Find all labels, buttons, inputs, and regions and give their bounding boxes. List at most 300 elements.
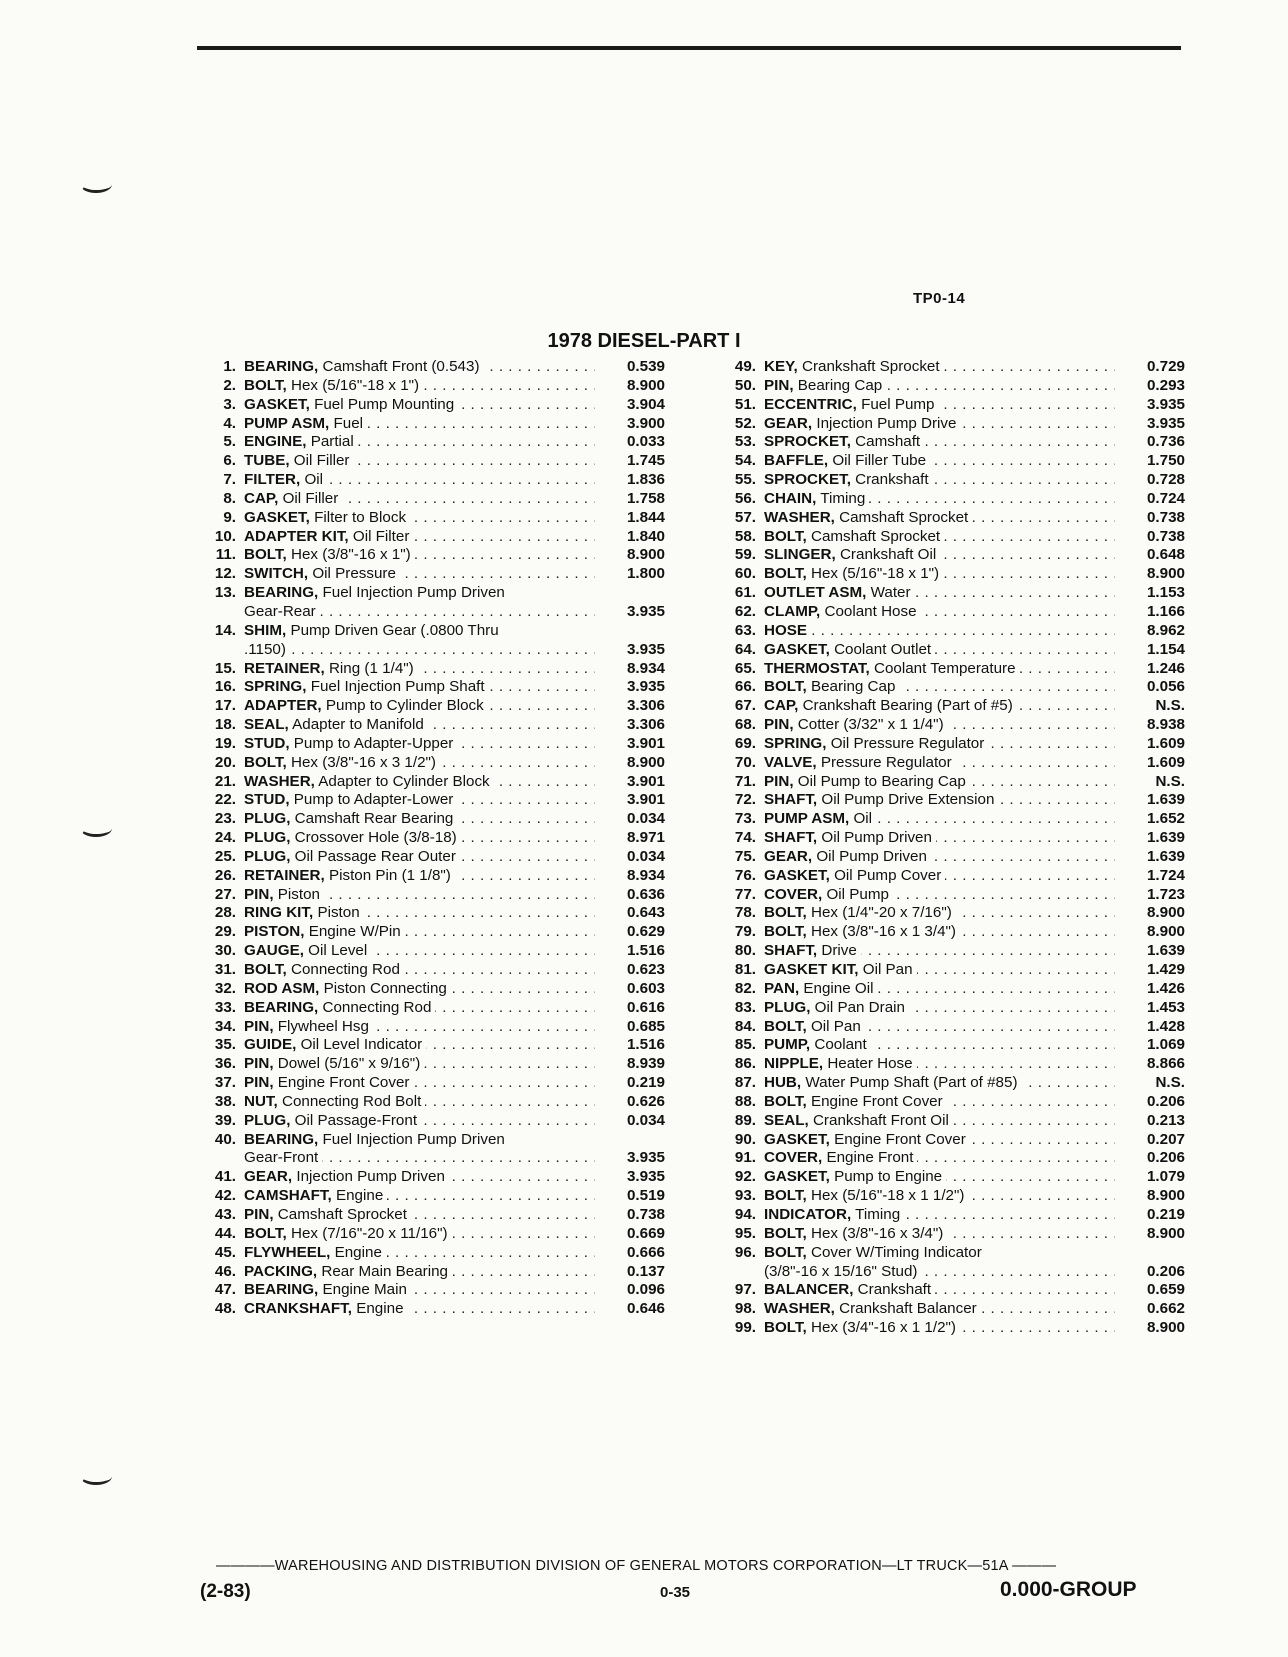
item-description-text: [764, 509, 972, 526]
part-group-number: 0.096: [626, 1281, 665, 1299]
item-description: [244, 1281, 595, 1300]
item-noun: BOLT,: [764, 1187, 807, 1205]
item-number: 67.: [734, 697, 756, 715]
item-number: 53.: [734, 433, 756, 451]
item-number: 5.: [223, 433, 236, 451]
item-detail: Bearing Cap: [797, 376, 883, 394]
item-description: [764, 961, 1115, 980]
parts-list-row: [190, 867, 665, 886]
item-number: 29.: [214, 923, 236, 941]
parts-list-row: [710, 546, 1185, 565]
parts-list-row: [710, 660, 1185, 679]
item-description-text: [764, 528, 944, 545]
item-description-text: [244, 1112, 421, 1129]
item-detail: Fuel Injection Pump Shaft: [310, 678, 485, 696]
item-description: [764, 1131, 1115, 1150]
item-number: 47.: [214, 1281, 236, 1299]
part-group-number: 8.900: [1146, 1319, 1185, 1337]
item-description: [764, 565, 1115, 584]
part-group-number: 0.206: [1146, 1149, 1185, 1167]
item-description-text: [244, 1093, 425, 1110]
item-description-text: [244, 603, 320, 620]
item-number: 22.: [214, 791, 236, 809]
part-group-number: 0.034: [626, 847, 665, 865]
item-description-text: [764, 1093, 947, 1110]
item-noun: SPROCKET,: [764, 433, 851, 451]
item-detail: Oil Filler: [293, 452, 350, 470]
item-description: [244, 829, 595, 848]
item-noun: BALANCER,: [764, 1281, 854, 1299]
item-description: [764, 415, 1115, 434]
item-number: 15.: [214, 659, 236, 677]
item-number: 36.: [214, 1055, 236, 1073]
item-noun: BOLT,: [244, 753, 287, 771]
part-group-number: 0.616: [626, 998, 665, 1016]
item-description: [764, 396, 1115, 415]
parts-list-row: [190, 716, 665, 735]
item-description: [764, 1036, 1115, 1055]
parts-list-row: [190, 641, 665, 660]
item-detail: Oil Filter: [352, 527, 410, 545]
item-noun: BAFFLE,: [764, 452, 829, 470]
item-description-text: [764, 697, 1017, 714]
item-detail: Pump to Engine: [834, 1168, 943, 1186]
parts-list-row: [710, 1149, 1185, 1168]
part-group-number: 3.904: [626, 395, 665, 413]
item-noun: HOSE: [764, 621, 808, 639]
item-description-text: [244, 754, 440, 771]
item-number: 30.: [214, 942, 236, 960]
item-noun: PLUG,: [764, 998, 811, 1016]
item-detail: Fuel Pump Mounting: [314, 395, 455, 413]
item-description: [244, 942, 595, 961]
item-noun: KEY,: [764, 358, 798, 375]
parts-list-row: [190, 678, 665, 697]
item-description: [244, 716, 595, 735]
parts-list-row: [190, 810, 665, 829]
item-detail: Filter to Block: [314, 508, 407, 526]
item-description: [244, 377, 595, 396]
parts-list-row: [190, 961, 665, 980]
item-detail: Camshaft Sprocket: [839, 508, 969, 526]
item-detail: Adapter to Cylinder Block: [318, 772, 490, 790]
item-description-text: [244, 358, 484, 375]
part-group-number: 0.034: [626, 1111, 665, 1129]
item-description: [244, 622, 595, 641]
item-description-text: [764, 1244, 986, 1261]
part-group-number: 8.900: [1146, 923, 1185, 941]
item-description: [244, 1074, 595, 1093]
parts-list-row: [710, 999, 1185, 1018]
item-noun: BOLT,: [764, 565, 807, 583]
item-description-text: [244, 1055, 424, 1072]
item-description: [764, 735, 1115, 754]
item-number: 28.: [214, 904, 236, 922]
item-noun: COVER,: [764, 885, 823, 903]
item-description: [244, 1149, 595, 1168]
part-group-number: 0.728: [1146, 471, 1185, 489]
parts-list-row: [190, 1093, 665, 1112]
item-noun: FLYWHEEL,: [244, 1243, 331, 1261]
item-noun: SHAFT,: [764, 829, 818, 847]
part-group-number: 0.738: [1146, 527, 1185, 545]
part-group-number: 0.603: [626, 979, 665, 997]
item-detail: Crankshaft: [857, 1281, 932, 1299]
parts-list-row: [710, 697, 1185, 716]
item-number: 66.: [734, 678, 756, 696]
parts-list-row: [710, 773, 1185, 792]
parts-list-row: [710, 886, 1185, 905]
item-number: 7.: [223, 471, 236, 489]
item-description: [244, 546, 595, 565]
item-description-text: [244, 678, 489, 695]
item-description-text: [764, 1263, 921, 1280]
item-number: 23.: [214, 810, 236, 828]
parts-list-row: [190, 697, 665, 716]
item-description: [244, 1263, 595, 1282]
item-detail: Fuel: [333, 414, 364, 432]
parts-list-row: [190, 848, 665, 867]
item-number: 44.: [214, 1224, 236, 1242]
part-group-number: 8.900: [1146, 565, 1185, 583]
item-noun: SWITCH,: [244, 565, 309, 583]
item-description-text: [244, 829, 461, 846]
item-number: 8.: [223, 489, 236, 507]
item-noun: CLAMP,: [764, 602, 821, 620]
item-noun: SPROCKET,: [764, 471, 851, 489]
part-group-number: N.S.: [1155, 697, 1185, 715]
item-detail: Dowel (5/16" x 9/16"): [277, 1055, 421, 1073]
parts-list-row: [190, 1281, 665, 1300]
item-detail: Crossover Hole (3/8-18): [294, 829, 457, 847]
item-detail: Injection Pump Drive: [816, 414, 957, 432]
parts-list-row: [710, 810, 1185, 829]
item-noun: PUMP ASM,: [764, 810, 850, 828]
item-detail: Oil Pan: [810, 1017, 861, 1035]
item-detail: Engine W/Pin: [308, 923, 401, 941]
item-description: [244, 471, 595, 490]
item-description-text: [244, 735, 457, 752]
item-detail: Camshaft Sprocket: [277, 1205, 407, 1223]
item-description: [764, 490, 1115, 509]
parts-list-row: [190, 1168, 665, 1187]
item-description: [244, 584, 595, 603]
item-description-text: [244, 1018, 373, 1035]
item-description-text: [764, 1168, 946, 1185]
item-description-text: [244, 1206, 411, 1223]
item-noun: BOLT,: [764, 1092, 807, 1110]
item-noun: PUMP ASM,: [244, 414, 330, 432]
item-description-text: [244, 1131, 509, 1148]
item-noun: GASKET,: [244, 508, 310, 526]
item-description-text: [244, 923, 405, 940]
parts-list-row: [190, 546, 665, 565]
part-group-number: 1.166: [1146, 602, 1185, 620]
part-group-number: 1.516: [626, 942, 665, 960]
item-description: [764, 1149, 1115, 1168]
item-description-text: [764, 942, 861, 959]
part-group-number: 8.962: [1146, 621, 1185, 639]
parts-list-row: [190, 1055, 665, 1074]
item-noun: ROD ASM,: [244, 979, 320, 997]
part-group-number: 0.206: [1146, 1262, 1185, 1280]
parts-list-row: [190, 509, 665, 528]
item-number: 73.: [734, 810, 756, 828]
item-detail: Piston: [317, 904, 360, 922]
item-description-text: [244, 509, 410, 526]
item-number: 20.: [214, 753, 236, 771]
item-description-text: [764, 810, 876, 827]
item-description-text: [764, 773, 970, 790]
item-description: [244, 1244, 595, 1263]
item-description: [764, 509, 1115, 528]
item-description-text: [244, 622, 503, 639]
item-detail: Oil Pressure Regulator: [830, 734, 985, 752]
item-noun: STUD,: [244, 791, 290, 809]
parts-list-row: [710, 1281, 1185, 1300]
item-description-text: [764, 546, 940, 563]
item-number: 55.: [734, 471, 756, 489]
item-description: [244, 810, 595, 829]
item-description: [764, 754, 1115, 773]
item-description-text: [764, 735, 988, 752]
footer-page-number: 0-35: [660, 1584, 691, 1601]
item-detail: Cotter (3/32" x 1 1/4"): [797, 716, 944, 734]
item-number: 83.: [734, 998, 756, 1016]
parts-list-row: [710, 980, 1185, 999]
item-detail: Connecting Rod Bolt: [281, 1092, 422, 1110]
item-description: [764, 999, 1115, 1018]
parts-list-row: [190, 1018, 665, 1037]
item-noun: PACKING,: [244, 1262, 318, 1280]
item-number: 85.: [734, 1036, 756, 1054]
item-detail: Oil Pump: [826, 885, 889, 903]
parts-list-row: [190, 1036, 665, 1055]
item-detail: Oil Pump Cover: [834, 866, 942, 884]
item-description: [764, 622, 1115, 641]
parts-list-left: [190, 358, 665, 1319]
item-number: 87.: [734, 1074, 756, 1092]
parts-list-row: [710, 452, 1185, 471]
item-description-text: [764, 791, 998, 808]
item-number: 37.: [214, 1074, 236, 1092]
item-description: [764, 471, 1115, 490]
item-description: [244, 697, 595, 716]
item-noun: NUT,: [244, 1092, 278, 1110]
parts-list-row: [190, 923, 665, 942]
item-description-text: [764, 584, 915, 601]
item-number: 38.: [214, 1092, 236, 1110]
item-description-text: [764, 1206, 904, 1223]
item-detail: Injection Pump Driven: [296, 1168, 445, 1186]
item-number: 93.: [734, 1187, 756, 1205]
binder-hole-mark: [80, 1468, 112, 1485]
part-group-number: 3.901: [626, 791, 665, 809]
part-group-number: 0.206: [1146, 1092, 1185, 1110]
item-description: [764, 1074, 1115, 1093]
item-number: 80.: [734, 942, 756, 960]
item-description-text: [764, 1018, 865, 1035]
item-number: 88.: [734, 1092, 756, 1110]
part-group-number: 8.866: [1146, 1055, 1185, 1073]
part-group-number: 0.519: [626, 1187, 665, 1205]
item-description: [244, 490, 595, 509]
item-detail: Engine Oil: [803, 979, 874, 997]
item-noun: ADAPTER,: [244, 697, 322, 715]
item-detail: Coolant Outlet: [834, 640, 932, 658]
item-detail: Piston Pin (1 1/8"): [328, 866, 451, 884]
item-noun: BEARING,: [244, 358, 319, 375]
item-number: 21.: [214, 772, 236, 790]
item-description-text: [764, 622, 811, 639]
item-description-text: [764, 1131, 970, 1148]
item-detail: Fuel Injection Pump Driven: [322, 1130, 505, 1148]
item-detail: Oil Passage Rear Outer: [294, 847, 456, 865]
footer-date: (2-83): [200, 1581, 251, 1602]
item-description-text: [764, 1112, 953, 1129]
part-group-number: 0.738: [626, 1205, 665, 1223]
item-description: [244, 923, 595, 942]
item-description-text: [764, 999, 909, 1016]
item-description-text: [244, 791, 457, 808]
item-description-text: [764, 904, 956, 921]
item-number: 68.: [734, 716, 756, 734]
item-noun: PIN,: [244, 1055, 274, 1073]
item-number: 18.: [214, 716, 236, 734]
item-detail: Heater Hose: [827, 1055, 913, 1073]
item-description: [764, 829, 1115, 848]
item-description-text: [244, 433, 358, 450]
parts-list-row: [190, 735, 665, 754]
parts-list-row: [710, 942, 1185, 961]
item-number: 65.: [734, 659, 756, 677]
item-number: 33.: [214, 998, 236, 1016]
item-noun: CAP,: [764, 697, 799, 715]
item-noun: BOLT,: [764, 1319, 807, 1337]
parts-list-row: [710, 490, 1185, 509]
parts-list-row: [710, 1319, 1185, 1338]
parts-list-row: [190, 904, 665, 923]
item-detail: Timing: [855, 1205, 901, 1223]
item-detail: Oil Passage-Front: [294, 1111, 418, 1129]
part-group-number: 1.639: [1146, 942, 1185, 960]
item-description-text: [244, 904, 364, 921]
item-detail: Hex (7/16"-20 x 11/16"): [290, 1224, 448, 1242]
item-description-text: [244, 471, 327, 488]
item-description: [244, 641, 595, 660]
part-group-number: 0.729: [1146, 358, 1185, 375]
item-noun: ENGINE,: [244, 433, 307, 451]
part-group-number: 3.935: [1146, 395, 1185, 413]
part-group-number: 8.900: [1146, 904, 1185, 922]
item-description-text: [764, 1055, 917, 1072]
item-detail: Hex (3/8"-16 x 3/4"): [810, 1224, 944, 1242]
item-number: 4.: [223, 414, 236, 432]
item-detail: Oil Filler Tube: [832, 452, 927, 470]
item-number: 91.: [734, 1149, 756, 1167]
item-description: [244, 773, 595, 792]
item-number: 94.: [734, 1205, 756, 1223]
item-number: 13.: [214, 584, 236, 602]
part-group-number: 3.901: [626, 734, 665, 752]
item-description: [764, 716, 1115, 735]
parts-list-row: [190, 396, 665, 415]
item-number: 56.: [734, 489, 756, 507]
item-noun: PIN,: [244, 885, 274, 903]
parts-list-row: [710, 1225, 1185, 1244]
item-noun: RETAINER,: [244, 866, 325, 884]
item-number: 81.: [734, 961, 756, 978]
part-group-number: 1.639: [1146, 829, 1185, 847]
part-group-number: 1.836: [626, 471, 665, 489]
item-detail: Rear Main Bearing: [321, 1262, 448, 1280]
item-description-text: [244, 528, 413, 545]
item-detail: Piston: [277, 885, 320, 903]
part-group-number: 0.669: [626, 1224, 665, 1242]
item-detail: Oil Pump Driven: [821, 829, 932, 847]
item-noun: GASKET,: [764, 866, 830, 884]
parts-list-row: [710, 641, 1185, 660]
item-description: [764, 1168, 1115, 1187]
item-number: 97.: [734, 1281, 756, 1299]
item-number: 74.: [734, 829, 756, 847]
item-description: [244, 452, 595, 471]
item-detail: .1150): [244, 640, 286, 658]
item-description-text: [244, 1187, 387, 1204]
part-group-number: 8.939: [626, 1055, 665, 1073]
item-number: 95.: [734, 1224, 756, 1242]
item-detail: Engine: [356, 1300, 404, 1318]
item-noun: BOLT,: [244, 1224, 287, 1242]
item-description-text: [244, 867, 455, 884]
item-detail: Engine Front Cover: [834, 1130, 966, 1148]
part-group-number: 1.153: [1146, 584, 1185, 602]
parts-list-row: [710, 565, 1185, 584]
item-noun: GASKET,: [764, 640, 830, 658]
parts-list-row: [710, 358, 1185, 377]
item-detail: Engine: [334, 1243, 382, 1261]
item-description-text: [244, 999, 435, 1016]
item-number: 62.: [734, 602, 756, 620]
part-group-number: 8.900: [626, 753, 665, 771]
parts-list-row: [710, 396, 1185, 415]
item-number: 24.: [214, 829, 236, 847]
item-number: 54.: [734, 452, 756, 470]
item-noun: GEAR,: [244, 1168, 293, 1186]
item-detail: Water: [870, 584, 911, 602]
item-description-text: [244, 716, 428, 733]
item-noun: BOLT,: [764, 1224, 807, 1242]
item-noun: PLUG,: [244, 847, 291, 865]
item-description: [764, 1206, 1115, 1225]
item-description-text: [764, 886, 893, 903]
parts-list-row: [190, 1187, 665, 1206]
parts-list-row: [710, 735, 1185, 754]
item-description-text: [764, 471, 933, 488]
item-description-text: [244, 942, 371, 959]
item-number: 63.: [734, 621, 756, 639]
part-group-number: 0.219: [626, 1074, 665, 1092]
part-group-number: N.S.: [1155, 1074, 1185, 1092]
item-number: 1.: [223, 358, 236, 375]
item-detail: Oil Pressure: [312, 565, 396, 583]
item-noun: ADAPTER KIT,: [244, 527, 349, 545]
item-description-text: [764, 641, 935, 658]
item-description: [764, 452, 1115, 471]
item-description: [764, 358, 1115, 377]
part-group-number: 0.207: [1146, 1130, 1185, 1148]
item-description: [764, 773, 1115, 792]
